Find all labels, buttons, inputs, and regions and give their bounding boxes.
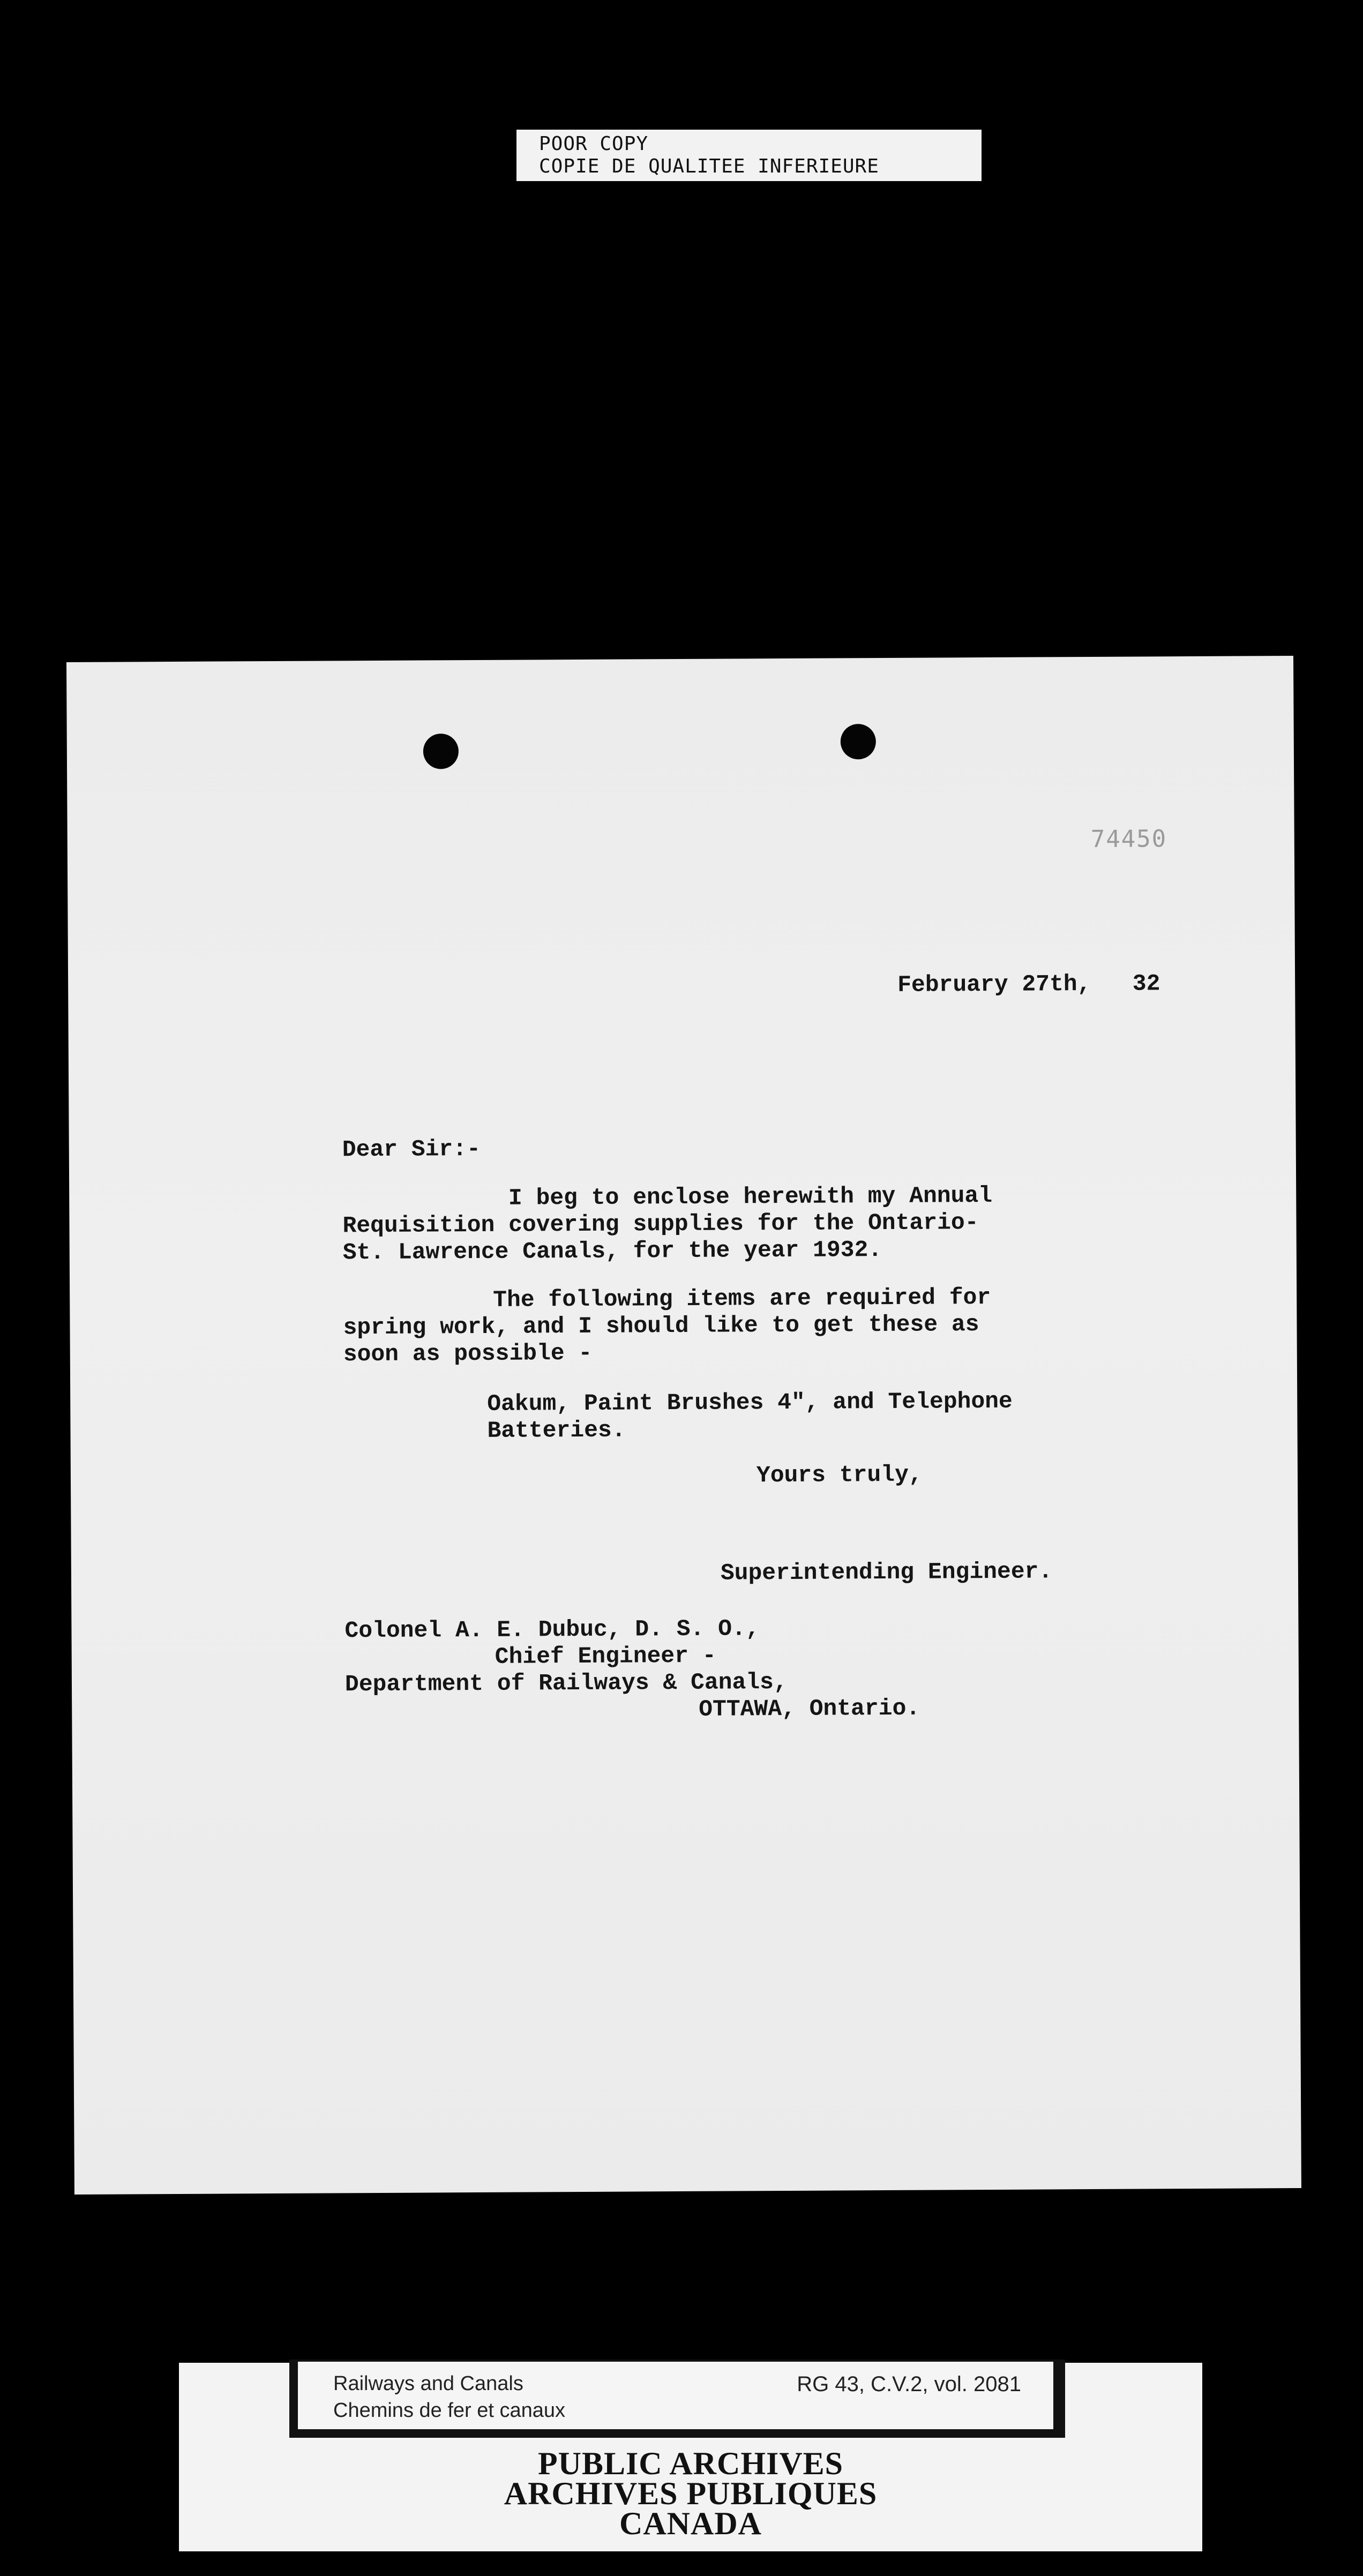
poor-copy-label <box>516 130 982 181</box>
punch-hole-right <box>841 724 876 759</box>
text-line: The following items are required for <box>493 1284 991 1313</box>
signature-title: Superintending Engineer. <box>720 1558 1053 1586</box>
archives-line-en: PUBLIC ARCHIVES <box>537 2446 844 2481</box>
text-line: St. Lawrence Canals, for the year 1932. <box>342 1237 882 1266</box>
paragraph-items-list <box>343 1388 1013 1446</box>
letter-date: February 27th, 32 <box>897 970 1160 998</box>
recipient-city: OTTAWA, Ontario. <box>699 1695 920 1723</box>
text-line: spring work, and I should like to get these as <box>343 1311 979 1341</box>
salutation: Dear Sir:- <box>342 1135 481 1163</box>
recipient-name: Colonel A. E. Dubuc, D. S. O., <box>345 1615 760 1644</box>
text-line: Batteries. <box>487 1417 626 1444</box>
text-line: I beg to enclose herewith my Annual <box>342 1182 993 1212</box>
complimentary-closing: Yours truly, <box>756 1461 923 1489</box>
letter-sheet <box>66 656 1301 2195</box>
recipient-address <box>345 1615 920 1725</box>
archive-reference: RG 43, C.V.2, vol. 2081 <box>797 2372 1021 2396</box>
recipient-department: Department of Railways & Canals, <box>345 1668 788 1698</box>
archives-line-country: CANADA <box>619 2506 762 2541</box>
recipient-title: Chief Engineer - <box>495 1642 716 1670</box>
poor-copy-line-en: POOR COPY <box>539 133 649 155</box>
poor-copy-line-fr: COPIE DE QUALITEE INFERIEURE <box>539 155 879 177</box>
series-name-fr: Chemins de fer et canaux <box>333 2399 566 2422</box>
archives-line-fr: ARCHIVES PUBLIQUES <box>504 2476 878 2511</box>
text-line: Requisition covering supplies for the Ontario- <box>342 1209 979 1239</box>
file-number-stamp: 74450 <box>1090 825 1167 853</box>
paragraph-spring-work <box>343 1284 991 1368</box>
text-line: soon as possible - <box>343 1339 593 1368</box>
archives-title <box>179 2446 1202 2541</box>
paragraph-requisition <box>342 1182 993 1266</box>
punch-hole-left <box>423 733 459 769</box>
text-line: Oakum, Paint Brushes 4", and Telephone <box>487 1388 1013 1417</box>
footer-reference-strip <box>298 2362 1053 2429</box>
series-name-en: Railways and Canals <box>333 2372 523 2395</box>
